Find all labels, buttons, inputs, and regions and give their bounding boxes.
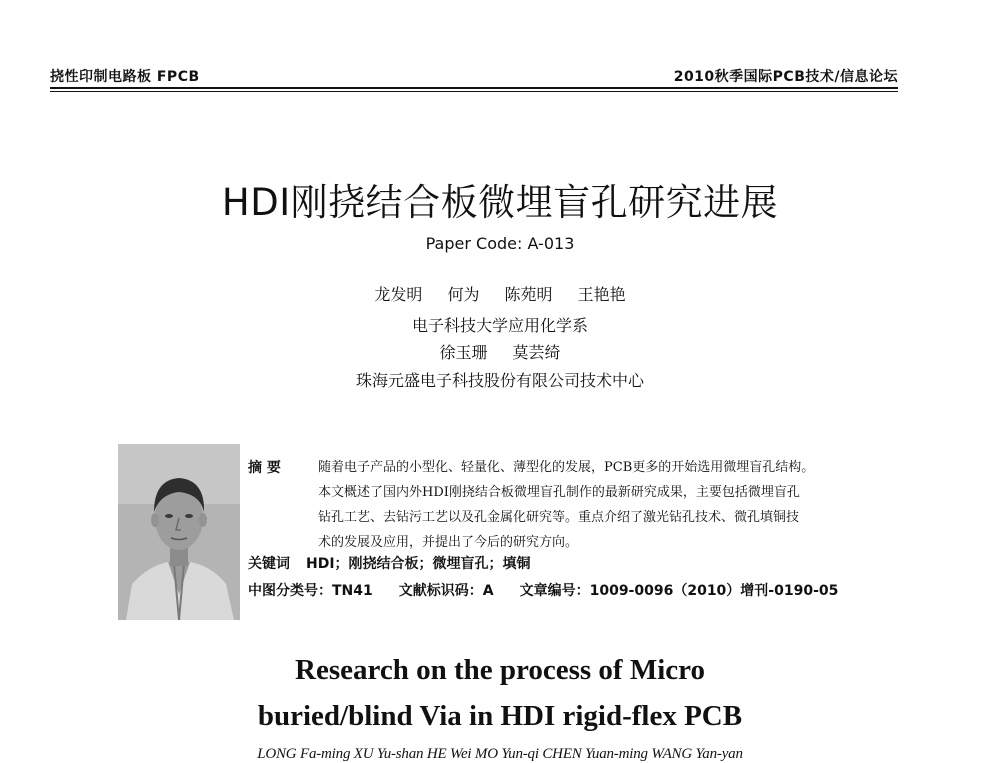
- abstract-label: 摘 要: [248, 460, 281, 476]
- author-name: 何为: [447, 285, 480, 304]
- abstract-line: 本文概述了国内外HDI刚挠结合板微埋盲孔制作的最新研究成果，主要包括微埋盲孔: [318, 485, 800, 500]
- authors-group-1: [0, 282, 1000, 305]
- english-title-line-1: Research on the process of Micro: [295, 654, 705, 686]
- author-name: 龙发明: [374, 285, 423, 304]
- keywords-label: 关键词: [248, 556, 290, 572]
- english-title-line-2: buried/blind Via in HDI rigid-flex PCB: [257, 700, 743, 732]
- paper-title: HDI刚挠结合板微埋盲孔研究进展: [221, 181, 779, 224]
- running-header-right: 2010秋季国际PCB技术/信息论坛: [673, 69, 898, 85]
- abstract-text: [318, 455, 888, 555]
- abstract-line: 术的发展及应用，并提出了今后的研究方向。: [318, 535, 579, 550]
- author-portrait-icon: [118, 444, 240, 620]
- author-name: 陈苑明: [504, 285, 553, 304]
- affiliation-2: 珠海元盛电子科技股份有限公司技术中心: [355, 371, 644, 390]
- authors-group-2: [0, 340, 1000, 363]
- keywords: [248, 553, 531, 573]
- classification-line: [248, 580, 838, 600]
- affiliation-1: 电子科技大学应用化学系: [411, 316, 588, 335]
- author-name: 莫芸绮: [512, 343, 561, 362]
- author-name: 徐玉珊: [439, 343, 488, 362]
- abstract-line: 钻孔工艺、去钻污工艺以及孔金属化研究等。重点介绍了激光钻孔技术、微孔填铜技: [318, 510, 800, 525]
- running-header-left: 挠性印制电路板 FPCB: [50, 69, 200, 85]
- english-authors: LONG Fa-ming XU Yu-shan HE Wei MO Yun-qi CHEN Yuan-ming WANG Yan-yan: [257, 746, 743, 762]
- header-rule-thin: [50, 91, 898, 92]
- header-rule-thick: [50, 87, 898, 89]
- keywords-value: HDI；刚挠结合板；微埋盲孔；填铜: [306, 556, 531, 572]
- abstract-line: 随着电子产品的小型化、轻量化、薄型化的发展，PCB更多的开始选用微埋盲孔结构。: [318, 460, 815, 475]
- author-name: 王艳艳: [577, 285, 626, 304]
- author-photo: [118, 444, 240, 620]
- paper-code: Paper Code: A-013: [425, 234, 575, 253]
- clc-number: 中图分类号：TN41: [248, 583, 373, 599]
- article-number: 文章编号：1009-0096（2010）增刊-0190-05: [519, 583, 839, 599]
- document-code: 文献标识码：A: [398, 583, 494, 599]
